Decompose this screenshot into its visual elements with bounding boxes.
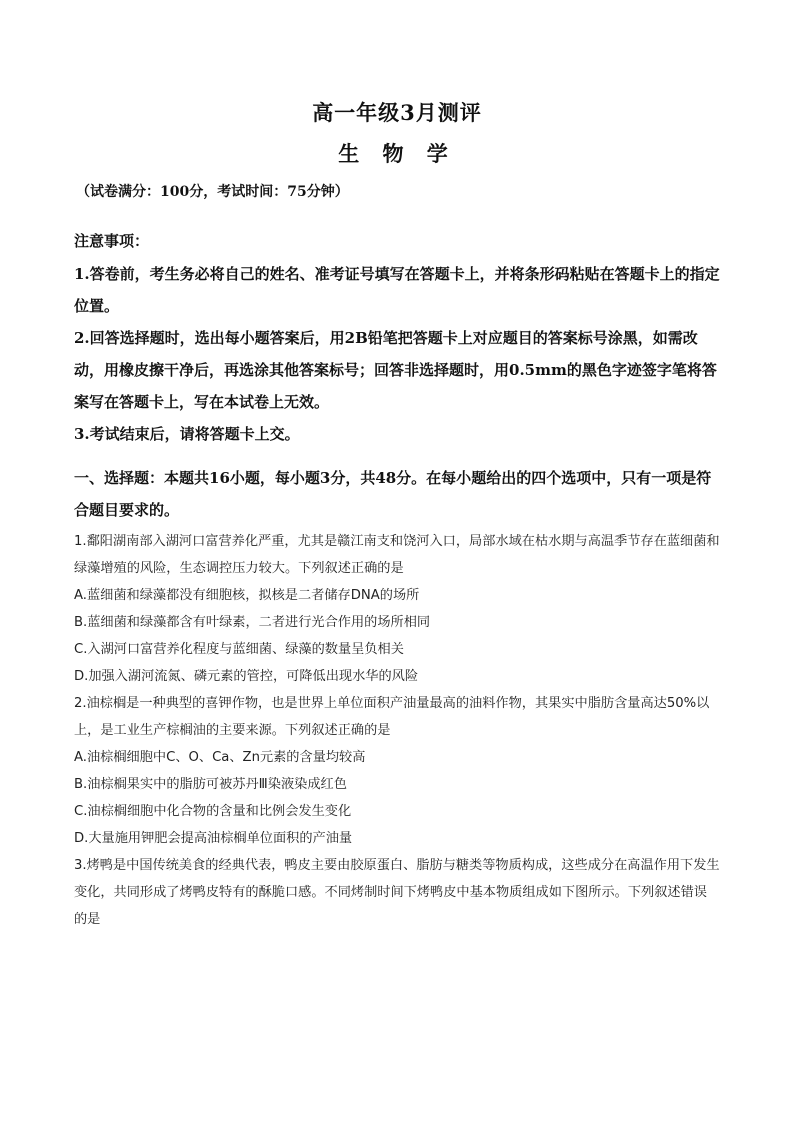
notice-item-1: 1.答卷前，考生务必将自己的姓名、准考证号填写在答题卡上，并将条形码粘贴在答题卡上的指定位置。 xyxy=(74,265,720,315)
question-2-option-c: C.油棕榈细胞中化合物的含量和比例会发生变化 xyxy=(74,804,352,819)
exam-meta: （试卷满分：100分，考试时间：75分钟） xyxy=(76,184,349,200)
notice-item-2: 2.回答选择题时，选出每小题答案后，用2B铅笔把答题卡上对应题目的答案标号涂黑，如需改动，用橡皮擦干净后，再选涂其他答案标号；回答非选择题时，用0.5mm的黑色字迹签字笔将答案写在答题卡上，写在本试卷上无效。 xyxy=(74,329,717,411)
question-2-option-a: A.油棕榈细胞中C、O、Ca、Zn元素的含量均较高 xyxy=(74,750,366,765)
question-3-stem: 3.烤鸭是中国传统美食的经典代表，鸭皮主要由胶原蛋白、脂肪与糖类等物质构成，这些成分在高温作用下发生变化，共同形成了烤鸭皮特有的酥脆口感。不同烤制时间下烤鸭皮中基本物质组成如下图所示。下列叙述错误的是 xyxy=(74,858,720,927)
question-1-stem: 1.鄱阳湖南部入湖河口富营养化严重，尤其是赣江南支和饶河入口，局部水域在枯水期与高温季节存在蓝细菌和绿藻增殖的风险，生态调控压力较大。下列叙述正确的是 xyxy=(74,534,720,576)
question-1-option-d: D.加强入湖河流氮、磷元素的管控，可降低出现水华的风险 xyxy=(74,669,419,684)
question-1-option-a: A.蓝细菌和绿藻都没有细胞核，拟核是二者储存DNA的场所 xyxy=(74,588,420,603)
question-2-stem: 2.油棕榈是一种典型的喜钾作物，也是世界上单位面积产油量最高的油料作物，其果实中脂肪含量高达50%以上，是工业生产棕榈油的主要来源。下列叙述正确的是 xyxy=(74,696,710,738)
question-2-option-b: B.油棕榈果实中的脂肪可被苏丹Ⅲ染液染成红色 xyxy=(74,777,347,792)
question-1-option-b: B.蓝细菌和绿藻都含有叶绿素，二者进行光合作用的场所相同 xyxy=(74,615,431,630)
question-1-option-c: C.入湖河口富营养化程度与蓝细菌、绿藻的数量呈负相关 xyxy=(74,642,404,657)
question-2-option-d: D.大量施用钾肥会提高油棕榈单位面积的产油量 xyxy=(74,831,353,846)
section-heading: 一、选择题：本题共16小题，每小题3分，共48分。在每小题给出的四个选项中，只有一项是符合题目要求的。 xyxy=(74,469,712,519)
exam-title: 高一年级3月测评 xyxy=(312,100,482,125)
exam-subject: 生 物 学 xyxy=(338,141,456,166)
notice-heading: 注意事项： xyxy=(74,232,150,250)
notice-item-3: 3.考试结束后，请将答题卡上交。 xyxy=(74,425,300,443)
